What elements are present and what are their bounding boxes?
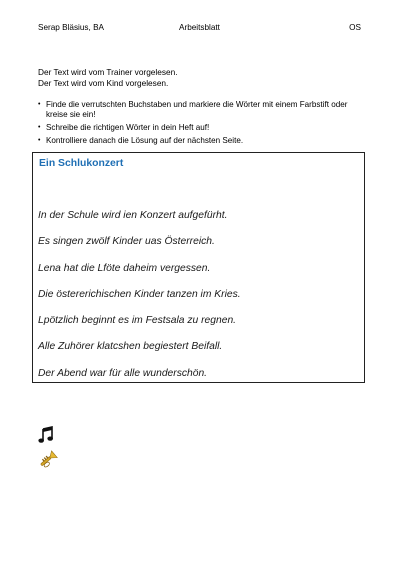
page-header	[38, 23, 362, 35]
trumpet-icon	[38, 449, 58, 474]
instruction-item: • Finde die verrutschten Buchstaben und markiere die Wörter mit einem Farbstift oder kreise sie ein!	[38, 100, 358, 120]
sentence: Lpötzlich beginnt es im Festsala zu regnen.	[38, 315, 237, 327]
sentence: Alle Zuhörer klatcshen begiestert Beifall.	[38, 341, 223, 353]
sentence: In der Schule wird ien Konzert aufgefürht.	[38, 210, 228, 221]
instruction-list	[38, 100, 358, 149]
exercise-box	[32, 152, 365, 383]
instruction-item: • Kontrolliere danach die Lösung auf der nächsten Seite.	[38, 136, 358, 146]
intro-text	[38, 67, 178, 88]
instruction-item: • Schreibe die richtigen Wörter in dein Heft auf!	[38, 123, 358, 133]
sentence: Der Abend war für alle wunderschön.	[38, 367, 208, 379]
sentence: Die östererichischen Kinder tanzen im Kries.	[38, 288, 241, 300]
intro-line-child: Der Text wird vom Kind vorgelesen.	[38, 77, 169, 88]
exercise-title: Ein Schlukonzert	[39, 158, 124, 169]
sentence-list	[38, 210, 241, 394]
intro-line-trainer: Der Text wird vom Trainer vorgelesen.	[38, 67, 178, 77]
header-title: Arbeitsblatt	[179, 23, 220, 32]
music-note-icon	[38, 426, 54, 449]
header-author: Serap Bläsius, BA	[38, 23, 104, 32]
header-code: OS	[349, 23, 361, 32]
sentence: Lena hat die Lföte daheim vergessen.	[38, 262, 211, 274]
sentence: Es singen zwölf Kinder uas Österreich.	[38, 236, 215, 248]
